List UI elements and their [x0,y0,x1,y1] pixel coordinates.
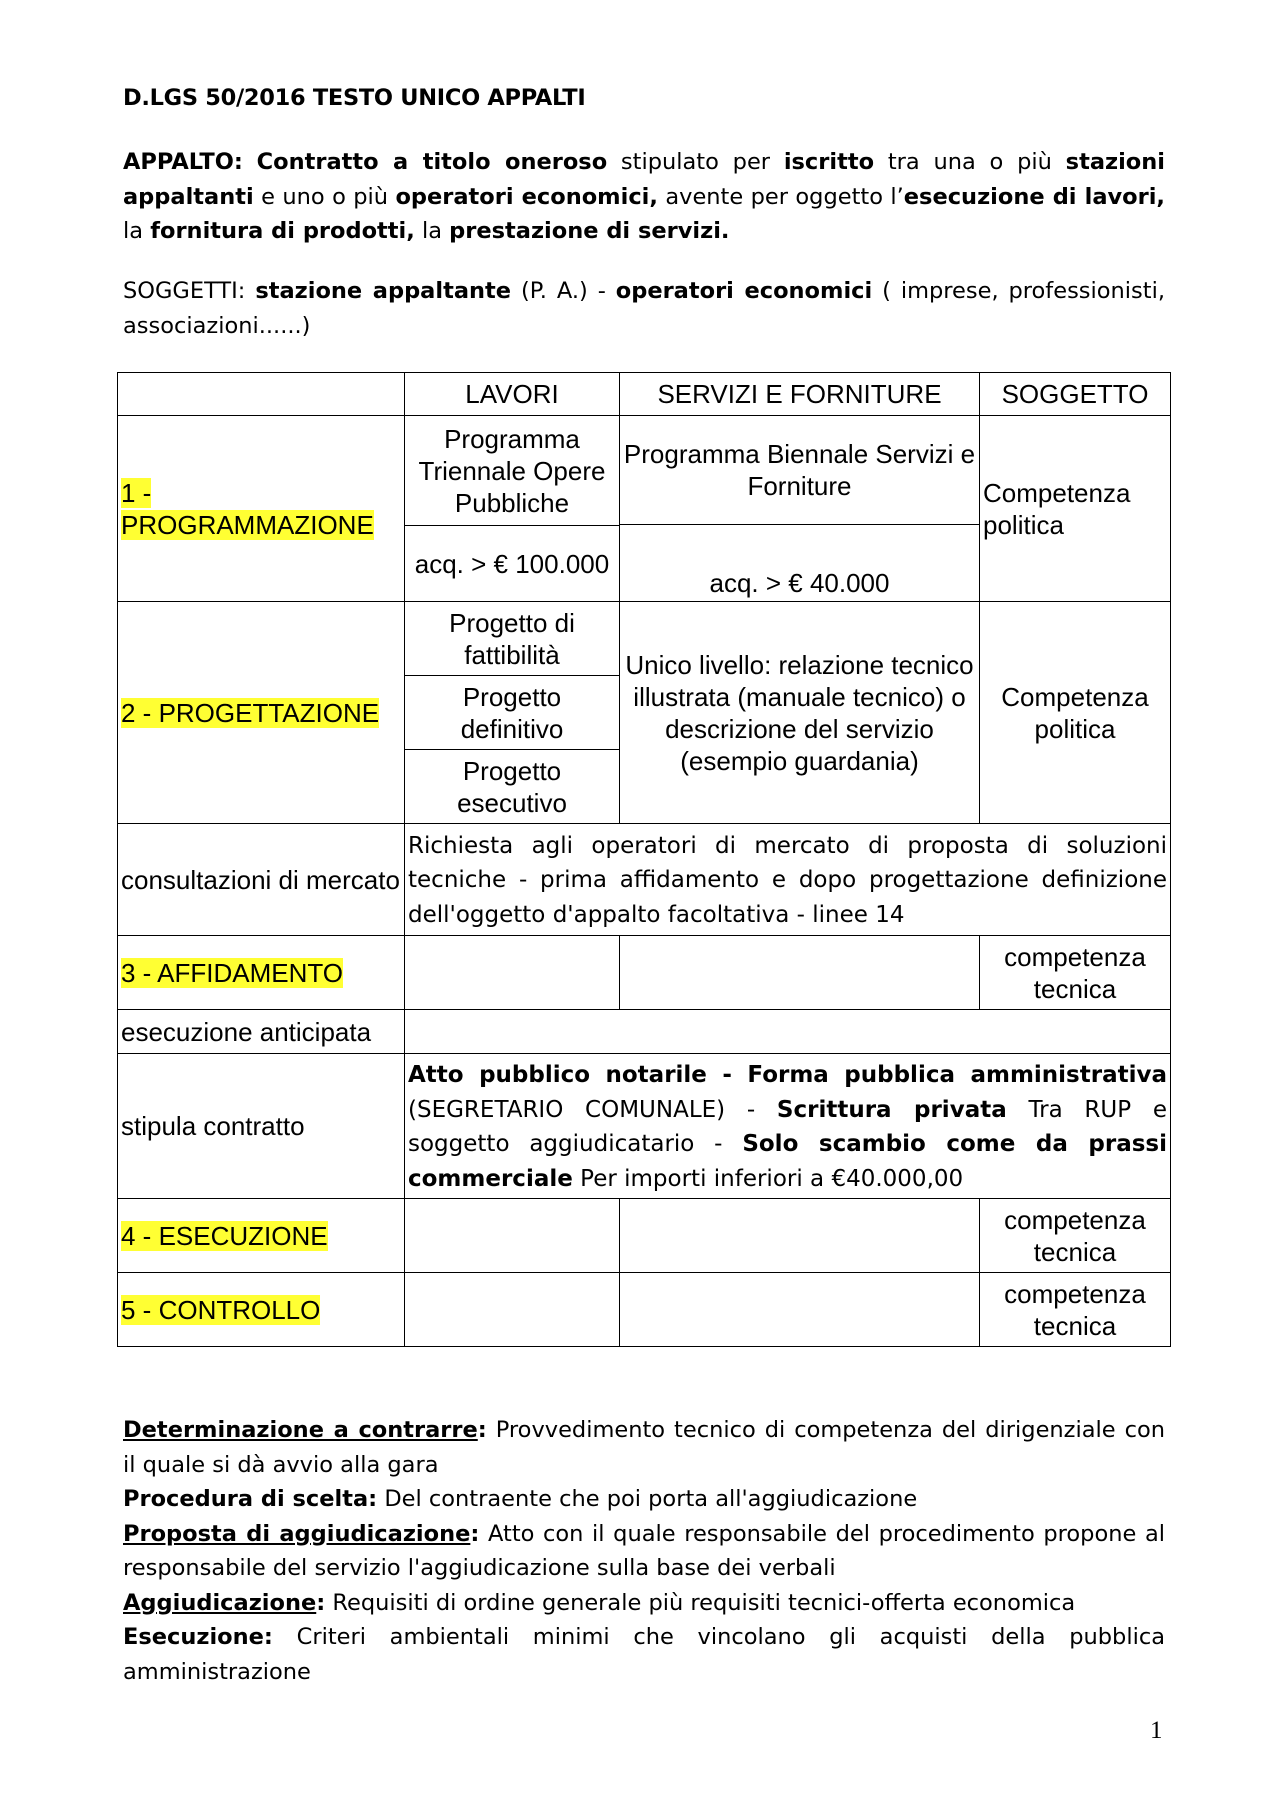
procedure-table [117,372,1171,1347]
phase-label: 3 - AFFIDAMENTO [121,957,343,988]
header-empty-cell [118,373,405,416]
row-esecuzione [118,1199,1171,1273]
phase-label-cell [118,416,405,602]
table-header-row [118,373,1171,416]
soggetti-term: stazione appaltante [255,278,512,304]
row-consultazioni [118,824,1171,936]
stipula-text [405,1054,1171,1199]
header-soggetto: SOGGETTO [980,373,1171,416]
lavori-cell: Progetto di fattibilità [405,602,620,676]
appalto-term: esecuzione di lavori, [903,183,1165,210]
appalto-text: la [414,218,450,244]
phase-label-cell: consultazioni di mercato [118,824,405,936]
soggetto-cell: Competenza politica [980,602,1171,824]
empty-cell [405,1199,620,1273]
lavori-threshold-cell: acq. > € 100.000 [405,526,620,602]
phase-label: 4 - ESECUZIONE [121,1220,328,1251]
appalto-text: avente per oggetto l’ [657,183,904,210]
appalto-text: tra una o più [874,149,1066,175]
stipula-term: Atto pubblico notarile - Forma pubblica amministrativa [408,1062,1167,1088]
phase-label-cell [118,1199,405,1273]
stipula-text-part: Tra RUP e soggetto aggiudicatario - [408,1096,1167,1157]
empty-cell [620,936,980,1010]
appalto-term: iscritto [783,149,875,175]
servizi-text: Programma Biennale Servizi e Forniture [623,439,976,501]
page-number: 1 [1150,1717,1163,1744]
appalto-term: prestazione di servizi. [449,218,730,244]
lavori-cell: Programma Triennale Opere Pubbliche [405,416,620,526]
phase-label-cell [118,936,405,1010]
note-label: Proposta di aggiudicazione [123,1520,471,1547]
note-text: Atto con il quale responsabile del procedimento propone al responsabile del servizio l'aggiudicazione sulla base dei verbali [123,1520,1165,1581]
note-aggiudicazione [123,1586,1165,1621]
soggetti-term: operatori economici [615,278,873,304]
row-affidamento [118,936,1171,1010]
row-esecuzione-anticipata [118,1010,1171,1054]
appalto-text: stipulato per [607,149,784,175]
soggetti-paragraph [123,274,1165,343]
phase-label-cell: stipula contratto [118,1054,405,1199]
note-label: Aggiudicazione [123,1589,317,1616]
stipula-text-part: Per importi inferiori a €40.000,00 [572,1165,964,1192]
empty-cell [620,1273,980,1347]
stipula-text-part: (SEGRETARIO COMUNALE) - [408,1096,777,1123]
empty-cell [405,936,620,1010]
phase-label-cell [118,1273,405,1347]
soggetto-cell: competenza tecnica [980,1199,1171,1273]
appalto-text: e uno o più [253,183,396,210]
header-lavori: LAVORI [405,373,620,416]
soggetto-cell: competenza tecnica [980,1273,1171,1347]
soggetto-cell: Competenza politica [980,416,1171,602]
appalto-term: fornitura di prodotti, [150,218,415,244]
note-label: Esecuzione: [123,1624,273,1650]
note-text: Provvedimento tecnico di competenza del dirigenziale con il quale si dà avvio alla gara [123,1417,1165,1478]
phase-label: 2 - PROGETTAZIONE [121,697,380,728]
phase-label-cell [118,602,405,824]
servizi-threshold-text: acq. > € 40.000 [709,568,890,598]
phase-label-cell: esecuzione anticipata [118,1010,405,1054]
lavori-cell: Progetto definitivo [405,676,620,750]
header-servizi: SERVIZI E FORNITURE [620,373,980,416]
note-determinazione [123,1413,1165,1482]
consultazioni-text: Richiesta agli operatori di mercato di proposta di soluzioni tecniche - prima affidamento e dopo progettazione definizione dell'oggetto d'appalto facoltativa - linee 14 [405,824,1171,936]
definitions-notes [123,1413,1165,1689]
note-proposta [123,1517,1165,1586]
note-colon: : [316,1589,326,1616]
note-text: Requisiti di ordine generale più requisiti tecnici-offerta economica [325,1589,1076,1616]
phase-label: 5 - CONTROLLO [121,1294,321,1325]
note-esecuzione [123,1620,1165,1689]
empty-cell [405,1273,620,1347]
appalto-term: Contratto a titolo oneroso [256,149,608,175]
appalto-label: APPALTO: [123,149,243,175]
appalto-term: stazioni appaltanti [123,149,1165,210]
soggetti-text: ( imprese, professionisti, associazioni......) [123,278,1165,339]
soggetti-text: (P. A.) - [511,278,616,304]
stipula-term: Scrittura privata [776,1096,1007,1123]
servizi-threshold [620,524,979,601]
soggetto-cell: competenza tecnica [980,936,1171,1010]
note-text: Del contraente che poi porta all'aggiudicazione [377,1486,918,1512]
note-label: Determinazione a contrarre [123,1417,478,1443]
row-progettazione [118,602,1171,676]
appalto-definition [123,145,1165,249]
row-controllo [118,1273,1171,1347]
document-title: D.LGS 50/2016 TESTO UNICO APPALTI [123,85,586,111]
servizi-cell [620,416,980,602]
note-colon: : [470,1520,480,1547]
row-programmazione [118,416,1171,526]
lavori-cell: Progetto esecutivo [405,750,620,824]
note-label: Procedura di scelta: [123,1486,378,1512]
empty-cell [405,1010,1171,1054]
servizi-cell: Unico livello: relazione tecnico illustrata (manuale tecnico) o descrizione del servizio (esempio guardania) [620,602,980,824]
note-text: Criteri ambientali minimi che vincolano gli acquisti della pubblica amministrazione [123,1624,1165,1685]
appalto-text: la [123,218,151,244]
empty-cell [620,1199,980,1273]
note-procedura [123,1482,1165,1517]
note-colon: : [477,1417,487,1443]
row-stipula [118,1054,1171,1199]
stipula-term: Solo scambio come da prassi commerciale [408,1131,1167,1192]
servizi-block [623,416,976,524]
soggetti-label: SOGGETTI: [123,278,246,304]
phase-label: 1 - PROGRAMMAZIONE [121,477,374,540]
appalto-term: operatori economici, [395,183,658,210]
